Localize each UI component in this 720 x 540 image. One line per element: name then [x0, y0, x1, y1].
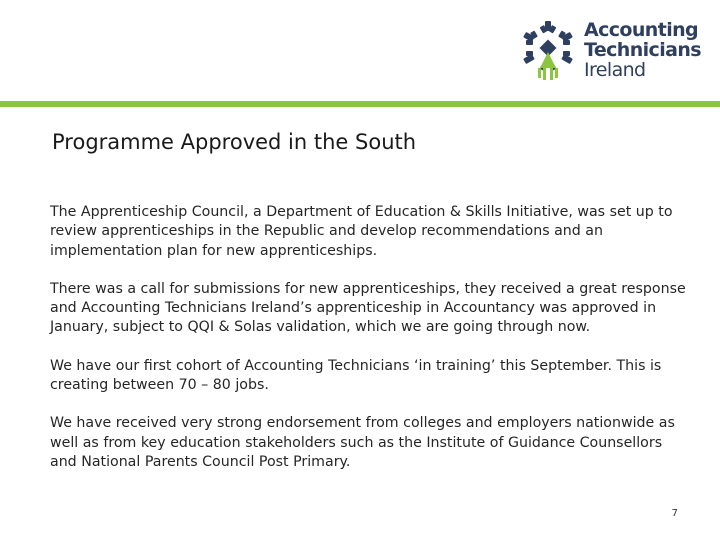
snowflake-logo-icon	[518, 18, 580, 82]
page-number: 7	[671, 508, 678, 519]
slide-title: Programme Approved in the South	[52, 130, 417, 154]
accent-divider	[0, 101, 720, 107]
logo-wordmark	[584, 20, 701, 80]
logo-line-2: Technicians	[584, 39, 701, 61]
paragraph-2: There was a call for submissions for new apprenticeships, they received a great response and Accounting Technicians Ireland’s apprenticeship in Accountancy was approved in January, subject to QQI & Solas validation, which we are going through now.	[50, 280, 686, 336]
slide-body	[50, 203, 690, 491]
logo-line-1: Accounting	[584, 19, 699, 41]
logo	[518, 18, 701, 84]
paragraph-1: The Apprenticeship Council, a Department of Education & Skills Initiative, was set up to review apprenticeships in the Republic and develop recommendations and an implementation plan for new apprenticeships.	[50, 204, 673, 259]
paragraph-3: We have our first cohort of Accounting Technicians ‘in training’ this September. This is creating between 70 – 80 jobs.	[50, 357, 662, 394]
paragraph-4: We have received very strong endorsement from colleges and employers nationwide as well as from key education stakeholders such as the Institute of Guidance Counsellors and National Parents Council Post Primary.	[50, 415, 675, 470]
logo-line-3: Ireland	[584, 59, 646, 81]
